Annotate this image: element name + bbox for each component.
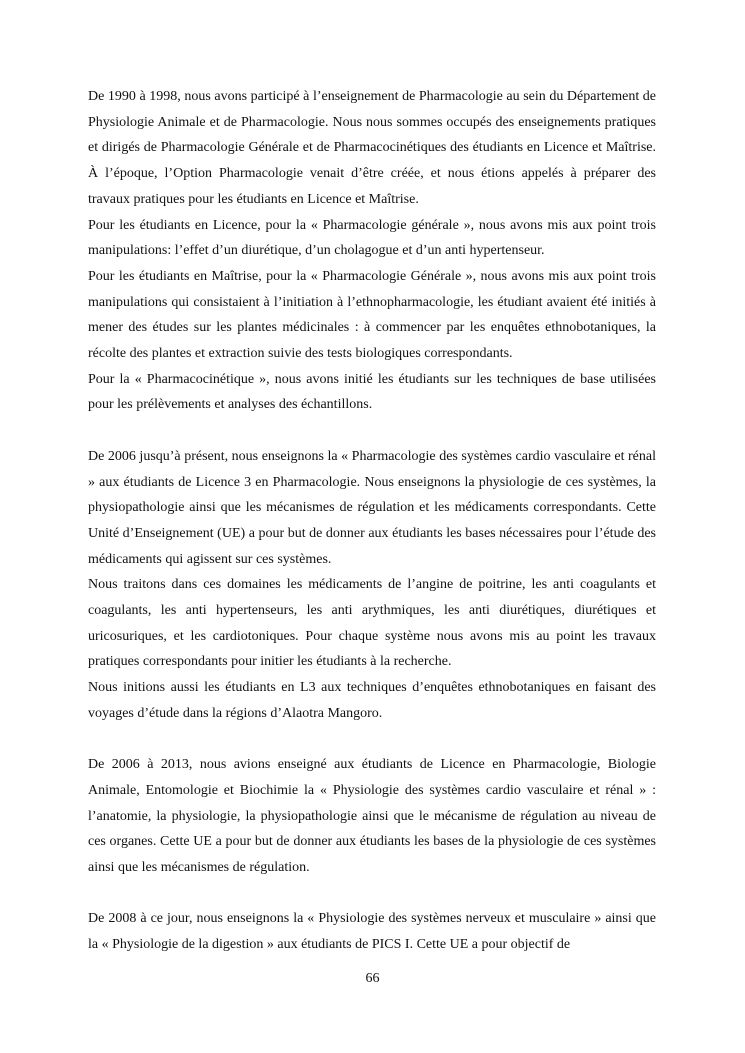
paragraph-medicaments-domains: Nous traitons dans ces domaines les médicaments de l’angine de poitrine, les anti coagulants et coagulants, les anti hypertenseurs, les anti arythmiques, les anti diurétiques, diurétiques et uricosuriques, et les cardiotoniques. Pour chaque système nous avons mis au point les travaux pratiques correspondants pour initier les étudiants à la recherche. — [88, 577, 656, 670]
page-number: 66 — [365, 971, 380, 986]
paragraph-spacer — [88, 727, 656, 753]
paragraph-1990-1998: De 1990 à 1998, nous avons participé à l’enseignement de Pharmacologie au sein du Département de Physiologie Animale et de Pharmacologie. Nous nous sommes occupés des enseignements pratiques et dirigés de Pharmacologie Générale et de Pharmacocinétiques des étudiants en Licence et Maîtrise. À l’époque, l’Option Pharmacologie venait d’être créée, et nous étions appelés à préparer des travaux pratiques pour les étudiants en Licence et Maîtrise. — [88, 89, 656, 207]
paragraph-2006-present: De 2006 jusqu’à présent, nous enseignons la « Pharmacologie des systèmes cardio vasculaire et rénal » aux étudiants de Licence 3 en Pharmacologie. Nous enseignons la physiologie de ces systèmes, la physiopathologie ainsi que les mécanismes de régulation et les médicaments correspondants. Cette Unité d’Enseignement (UE) a pour but de donner aux étudiants les bases nécessaires pour l’étude des médicaments qui agissent sur ces systèmes. — [88, 448, 656, 567]
paragraph-2008-present: De 2008 à ce jour, nous enseignons la « Physiologie des systèmes nerveux et musculaire » ainsi que la « Physiologie de la digestion » aux étudiants de PICS I. Cette UE a pour objectif de — [88, 911, 656, 953]
paragraph-licence-manipulations: Pour les étudiants en Licence, pour la « Pharmacologie générale », nous avons mis aux point trois manipulations: l’effet d’un diurétique, d’un cholagogue et d’un anti hypertenseur. — [88, 217, 656, 259]
paragraph-spacer — [88, 881, 656, 907]
paragraph-2006-2013: De 2006 à 2013, nous avions enseigné aux étudiants de Licence en Pharmacologie, Biologie Animale, Entomologie et Biochimie la « Physiologie des systèmes cardio vasculaire et rénal » : l’anatomie, la physiologie, la physiopathologie ainsi que le mécanisme de régulation au niveau de ces organes. Cette UE a pour but de donner aux étudiants les bases de la physiologie de ces systèmes ainsi que les mécanismes de régulation. — [88, 757, 656, 876]
paragraph-maitrise-manipulations: Pour les étudiants en Maîtrise, pour la « Pharmacologie Générale », nous avons mis aux point trois manipulations qui consistaient à l’initiation à l’ethnopharmacologie, les étudiant avaient été initiés à mener des études sur les plantes médicinales : à commencer par les enquêtes ethnobotaniques, la récolte des plantes et extraction suivie des tests biologiques correspondants. — [88, 268, 656, 362]
paragraph-pharmacocinetique: Pour la « Pharmacocinétique », nous avons initié les étudiants sur les techniques de base utilisées pour les prélèvements et analyses des échantillons. — [88, 371, 656, 413]
document-body — [88, 84, 656, 958]
paragraph-spacer — [88, 418, 656, 444]
paragraph-ethnobotanique-l3: Nous initions aussi les étudiants en L3 aux techniques d’enquêtes ethnobotaniques en faisant des voyages d’étude dans la régions d’Alaotra Mangoro. — [88, 680, 656, 721]
